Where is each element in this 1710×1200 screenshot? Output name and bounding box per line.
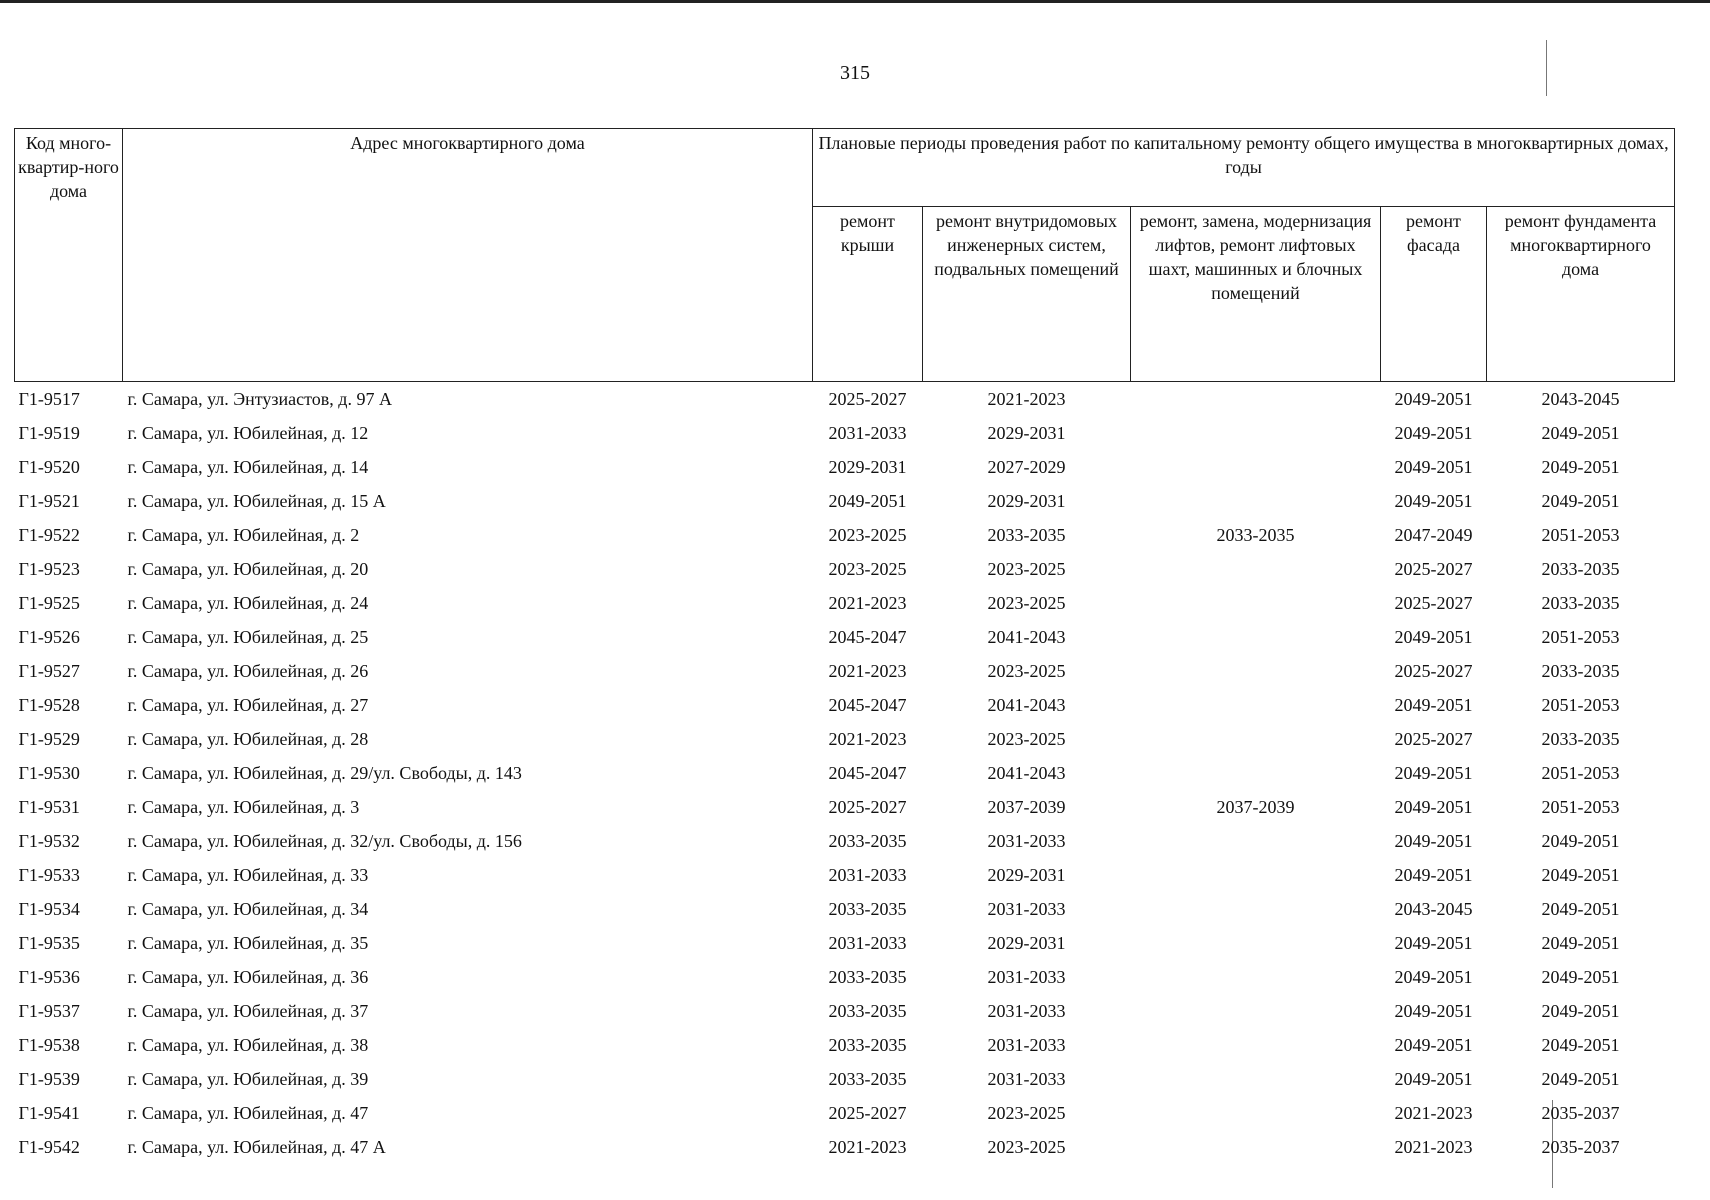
table-row [15,416,1675,450]
table-row [15,518,1675,552]
cell-systems: 2031-2033 [987,1069,1066,1089]
cell-systems: 2041-2043 [987,695,1066,715]
cell-lifts [1131,756,1381,790]
cell-address: г. Самара, ул. Юбилейная, д. 20 [127,559,369,579]
cell-roof: 2029-2031 [828,457,907,477]
cell-foundation: 2033-2035 [1541,593,1620,613]
cell-address: г. Самара, ул. Энтузиастов, д. 97 А [127,389,392,409]
table-body [15,382,1675,1165]
cell-facade: 2049-2051 [1394,763,1473,783]
cell-systems: 2029-2031 [987,933,1066,953]
cell-foundation: 2049-2051 [1541,967,1620,987]
cell-facade: 2025-2027 [1394,661,1473,681]
header-facade: ремонт фасада [1381,206,1487,381]
cell-facade: 2021-2023 [1394,1103,1473,1123]
table-row [15,1062,1675,1096]
cell-code: Г1-9530 [18,763,80,783]
cell-foundation: 2033-2035 [1541,729,1620,749]
cell-facade: 2025-2027 [1394,729,1473,749]
table-row [15,926,1675,960]
cell-systems: 2023-2025 [987,593,1066,613]
cell-systems: 2031-2033 [987,1001,1066,1021]
cell-address: г. Самара, ул. Юбилейная, д. 32/ул. Свободы, д. 156 [127,831,522,851]
cell-roof: 2033-2035 [828,1069,907,1089]
table-row [15,620,1675,654]
table-row [15,790,1675,824]
cell-facade: 2049-2051 [1394,491,1473,511]
cell-lifts [1131,1130,1381,1164]
cell-roof: 2049-2051 [828,491,907,511]
cell-foundation: 2049-2051 [1541,831,1620,851]
cell-code: Г1-9542 [18,1137,80,1157]
cell-foundation: 2051-2053 [1541,627,1620,647]
cell-roof: 2045-2047 [828,763,907,783]
cell-lifts: 2033-2035 [1216,525,1295,545]
cell-lifts [1131,1062,1381,1096]
cell-code: Г1-9522 [18,525,80,545]
cell-facade: 2049-2051 [1394,457,1473,477]
cell-foundation: 2049-2051 [1541,1069,1620,1089]
cell-address: г. Самара, ул. Юбилейная, д. 33 [127,865,369,885]
cell-code: Г1-9541 [18,1103,80,1123]
cell-facade: 2049-2051 [1394,1001,1473,1021]
cell-foundation: 2035-2037 [1541,1103,1620,1123]
cell-lifts [1131,688,1381,722]
cell-foundation: 2049-2051 [1541,1001,1620,1021]
cell-facade: 2049-2051 [1394,695,1473,715]
cell-roof: 2045-2047 [828,627,907,647]
cell-code: Г1-9517 [18,389,80,409]
cell-roof: 2021-2023 [828,593,907,613]
table-row [15,722,1675,756]
cell-lifts [1131,586,1381,620]
cell-address: г. Самара, ул. Юбилейная, д. 39 [127,1069,369,1089]
cell-foundation: 2051-2053 [1541,695,1620,715]
cell-roof: 2031-2033 [828,933,907,953]
cell-address: г. Самара, ул. Юбилейная, д. 36 [127,967,369,987]
cell-systems: 2031-2033 [987,899,1066,919]
cell-systems: 2023-2025 [987,661,1066,681]
cell-lifts [1131,552,1381,586]
cell-facade: 2025-2027 [1394,593,1473,613]
cell-code: Г1-9528 [18,695,80,715]
cell-lifts [1131,824,1381,858]
cell-code: Г1-9520 [18,457,80,477]
table-row [15,756,1675,790]
cell-facade: 2049-2051 [1394,831,1473,851]
table-row [15,1028,1675,1062]
cell-code: Г1-9532 [18,831,80,851]
cell-lifts [1131,654,1381,688]
cell-foundation: 2051-2053 [1541,525,1620,545]
header-lifts: ремонт, замена, модернизация лифтов, ремонт лифтовых шахт, машинных и блочных помещений [1131,206,1381,381]
cell-address: г. Самара, ул. Юбилейная, д. 26 [127,661,369,681]
cell-code: Г1-9519 [18,423,80,443]
cell-code: Г1-9529 [18,729,80,749]
cell-address: г. Самара, ул. Юбилейная, д. 35 [127,933,369,953]
cell-lifts [1131,926,1381,960]
cell-foundation: 2051-2053 [1541,797,1620,817]
table-row [15,858,1675,892]
cell-roof: 2033-2035 [828,831,907,851]
cell-address: г. Самара, ул. Юбилейная, д. 29/ул. Свободы, д. 143 [127,763,522,783]
cell-address: г. Самара, ул. Юбилейная, д. 34 [127,899,369,919]
cell-address: г. Самара, ул. Юбилейная, д. 2 [127,525,360,545]
cell-systems: 2031-2033 [987,967,1066,987]
cell-code: Г1-9537 [18,1001,80,1021]
cell-roof: 2033-2035 [828,899,907,919]
cell-lifts [1131,892,1381,926]
cell-roof: 2031-2033 [828,423,907,443]
table-row [15,688,1675,722]
cell-systems: 2023-2025 [987,559,1066,579]
cell-code: Г1-9539 [18,1069,80,1089]
cell-lifts [1131,484,1381,518]
cell-address: г. Самара, ул. Юбилейная, д. 12 [127,423,369,443]
cell-code: Г1-9533 [18,865,80,885]
cell-systems: 2031-2033 [987,1035,1066,1055]
header-code: Код много-квартир-ного дома [15,129,123,382]
cell-systems: 2037-2039 [987,797,1066,817]
cell-lifts [1131,722,1381,756]
table-row [15,892,1675,926]
cell-address: г. Самара, ул. Юбилейная, д. 24 [127,593,369,613]
cell-facade: 2049-2051 [1394,1035,1473,1055]
cell-systems: 2021-2023 [987,389,1066,409]
header-address: Адрес многоквартирного дома [123,129,813,382]
table-row [15,586,1675,620]
cell-roof: 2021-2023 [828,661,907,681]
table-row [15,382,1675,417]
cell-foundation: 2049-2051 [1541,1035,1620,1055]
cell-foundation: 2033-2035 [1541,559,1620,579]
cell-facade: 2049-2051 [1394,423,1473,443]
cell-foundation: 2035-2037 [1541,1137,1620,1157]
table-row [15,994,1675,1028]
cell-roof: 2021-2023 [828,1137,907,1157]
table-row [15,484,1675,518]
cell-facade: 2049-2051 [1394,967,1473,987]
cell-foundation: 2049-2051 [1541,457,1620,477]
cell-foundation: 2049-2051 [1541,933,1620,953]
cell-roof: 2025-2027 [828,797,907,817]
cell-roof: 2033-2035 [828,1001,907,1021]
cell-systems: 2029-2031 [987,423,1066,443]
table-row [15,450,1675,484]
cell-systems: 2029-2031 [987,491,1066,511]
cell-roof: 2033-2035 [828,1035,907,1055]
cell-roof: 2023-2025 [828,559,907,579]
cell-lifts [1131,858,1381,892]
cell-code: Г1-9531 [18,797,80,817]
cell-facade: 2049-2051 [1394,797,1473,817]
cell-lifts [1131,1096,1381,1130]
cell-roof: 2025-2027 [828,389,907,409]
cell-lifts: 2037-2039 [1216,797,1295,817]
cell-systems: 2033-2035 [987,525,1066,545]
cell-foundation: 2049-2051 [1541,865,1620,885]
cell-systems: 2023-2025 [987,1137,1066,1157]
page-number: 315 [840,62,870,84]
cell-address: г. Самара, ул. Юбилейная, д. 27 [127,695,369,715]
cell-code: Г1-9527 [18,661,80,681]
cell-code: Г1-9526 [18,627,80,647]
repair-schedule-table [14,128,1675,1164]
cell-lifts [1131,416,1381,450]
cell-foundation: 2043-2045 [1541,389,1620,409]
cell-code: Г1-9535 [18,933,80,953]
cell-facade: 2043-2045 [1394,899,1473,919]
cell-roof: 2045-2047 [828,695,907,715]
cell-roof: 2021-2023 [828,729,907,749]
cell-facade: 2049-2051 [1394,1069,1473,1089]
cell-address: г. Самара, ул. Юбилейная, д. 47 [127,1103,369,1123]
cell-lifts [1131,382,1381,417]
header-systems: ремонт внутридомовых инженерных систем, подвальных помещений [923,206,1131,381]
table-row [15,654,1675,688]
cell-systems: 2027-2029 [987,457,1066,477]
cell-roof: 2023-2025 [828,525,907,545]
cell-lifts [1131,1028,1381,1062]
cell-foundation: 2049-2051 [1541,491,1620,511]
cell-address: г. Самара, ул. Юбилейная, д. 3 [127,797,360,817]
header-foundation: ремонт фундамента многоквартирного дома [1487,206,1675,381]
cell-facade: 2025-2027 [1394,559,1473,579]
cell-address: г. Самара, ул. Юбилейная, д. 25 [127,627,369,647]
cell-address: г. Самара, ул. Юбилейная, д. 38 [127,1035,369,1055]
header-roof: ремонт крыши [813,206,923,381]
cell-roof: 2031-2033 [828,865,907,885]
cell-address: г. Самара, ул. Юбилейная, д. 47 А [127,1137,386,1157]
cell-code: Г1-9534 [18,899,80,919]
cell-facade: 2049-2051 [1394,389,1473,409]
cell-facade: 2049-2051 [1394,933,1473,953]
cell-address: г. Самара, ул. Юбилейная, д. 15 А [127,491,386,511]
cell-systems: 2029-2031 [987,865,1066,885]
table-row [15,1130,1675,1164]
cell-code: Г1-9525 [18,593,80,613]
cell-facade: 2049-2051 [1394,865,1473,885]
cell-facade: 2049-2051 [1394,627,1473,647]
table-row [15,824,1675,858]
cell-lifts [1131,620,1381,654]
cell-facade: 2021-2023 [1394,1137,1473,1157]
cell-roof: 2033-2035 [828,967,907,987]
cell-lifts [1131,994,1381,1028]
table-row [15,552,1675,586]
cell-code: Г1-9538 [18,1035,80,1055]
header-planned-periods: Плановые периоды проведения работ по капитальному ремонту общего имущества в многоквартирных домах, годы [813,129,1675,207]
cell-address: г. Самара, ул. Юбилейная, д. 37 [127,1001,369,1021]
top-border-line [0,0,1710,3]
cell-foundation: 2049-2051 [1541,423,1620,443]
cell-foundation: 2033-2035 [1541,661,1620,681]
cell-address: г. Самара, ул. Юбилейная, д. 28 [127,729,369,749]
cell-code: Г1-9536 [18,967,80,987]
cell-systems: 2023-2025 [987,729,1066,749]
cell-systems: 2031-2033 [987,831,1066,851]
cell-code: Г1-9523 [18,559,80,579]
cell-code: Г1-9521 [18,491,80,511]
table-row [15,1096,1675,1130]
cell-facade: 2047-2049 [1394,525,1473,545]
cell-lifts [1131,960,1381,994]
cell-roof: 2025-2027 [828,1103,907,1123]
cell-systems: 2041-2043 [987,763,1066,783]
table-row [15,960,1675,994]
cell-lifts [1131,450,1381,484]
cell-foundation: 2051-2053 [1541,763,1620,783]
cell-systems: 2041-2043 [987,627,1066,647]
cell-address: г. Самара, ул. Юбилейная, д. 14 [127,457,369,477]
cell-systems: 2023-2025 [987,1103,1066,1123]
cell-foundation: 2049-2051 [1541,899,1620,919]
